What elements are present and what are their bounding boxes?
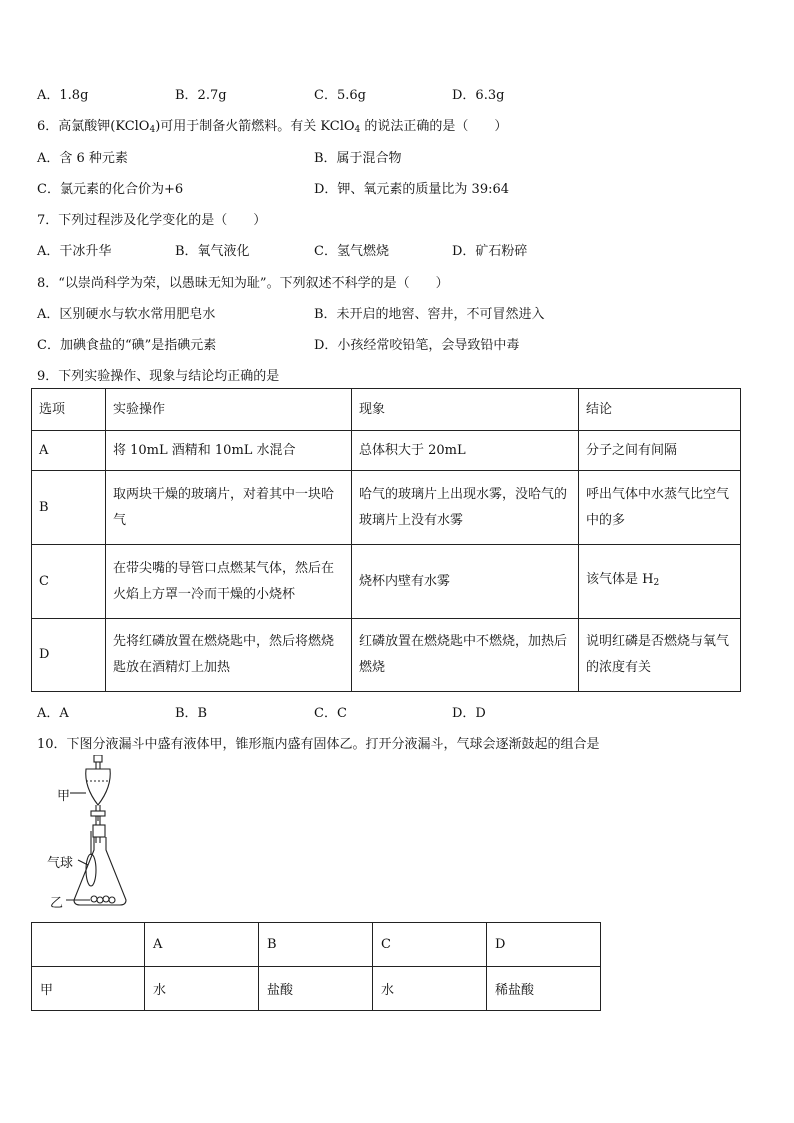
q8-option-c: C．加碘食盐的“碘”是指碘元素: [37, 338, 217, 353]
q9-cell: 烧杯内壁有水雾: [352, 545, 579, 619]
label-yi: 乙: [50, 896, 64, 911]
q9-row-d: [32, 619, 741, 692]
q9-cell: 取两块干燥的玻璃片，对着其中一块哈气: [106, 471, 352, 545]
q9-cell: 在带尖嘴的导管口点燃某气体，然后在火焰上方罩一冷而干燥的小烧杯: [106, 545, 352, 619]
q6-option-a: A．含 6 种元素: [37, 151, 128, 166]
q9-cell: 先将红磷放置在燃烧匙中，然后将燃烧匙放在酒精灯上加热: [106, 619, 352, 692]
q9-cell: B: [32, 471, 106, 545]
q10-table: [31, 922, 601, 1011]
q6-option-b: B．属于混合物: [314, 151, 402, 166]
q10-cell: 甲: [32, 967, 145, 1011]
label-balloon: 气球: [47, 856, 74, 871]
q9-row-c: [32, 545, 741, 619]
q9-cell: 说明红磷是否燃烧与氧气的浓度有关: [579, 619, 741, 692]
q5-option-b: B．2.7g: [175, 88, 227, 103]
separatory-funnel-flask-diagram: [44, 755, 144, 910]
q9-header-row: [32, 389, 741, 431]
q9-cell: D: [32, 619, 106, 692]
q9-cell: A: [32, 431, 106, 471]
label-jia: 甲: [57, 789, 71, 804]
q9-option-d: D．D: [452, 706, 486, 721]
q10-stem: 10．下图分液漏斗中盛有液体甲，锥形瓶内盛有固体乙。打开分液漏斗，气球会逐渐鼓起的组合是: [37, 737, 600, 752]
q9-header-cell: 现象: [352, 389, 579, 431]
q6-option-c: C．氯元素的化合价为+6: [37, 182, 184, 197]
q7-option-b: B．氧气液化: [175, 244, 250, 259]
q9-cell: 将 10mL 酒精和 10mL 水混合: [106, 431, 352, 471]
q8-option-a: A．区别硬水与软水常用肥皂水: [37, 307, 216, 322]
q7-stem: 7．下列过程涉及化学变化的是（ ）: [37, 213, 267, 228]
q9-header-cell: 选项: [32, 389, 106, 431]
q10-header-cell: A: [145, 923, 259, 967]
q5-option-c: C．5.6g: [314, 88, 366, 103]
q10-row-jia: [32, 967, 601, 1011]
q8-option-b: B．未开启的地窖、窖井，不可冒然进入: [314, 307, 545, 322]
q9-cell: 呼出气体中水蒸气比空气中的多: [579, 471, 741, 545]
q9-option-c: C．C: [314, 706, 347, 721]
q10-header-cell: [32, 923, 145, 967]
q7-option-c: C．氢气燃烧: [314, 244, 389, 259]
q9-table: [31, 388, 741, 692]
q9-header-cell: 实验操作: [106, 389, 352, 431]
q9-header-cell: 结论: [579, 389, 741, 431]
q8-option-d: D．小孩经常咬铅笔，会导致铅中毒: [314, 338, 520, 353]
q9-row-a: [32, 431, 741, 471]
q10-cell: 水: [373, 967, 487, 1011]
q7-option-a: A．干冰升华: [37, 244, 112, 259]
q10-cell: 水: [145, 967, 259, 1011]
q10-cell: 盐酸: [259, 967, 373, 1011]
q9-cell: 分子之间有间隔: [579, 431, 741, 471]
q9-stem: 9．下列实验操作、现象与结论均正确的是: [37, 369, 280, 384]
q10-header-row: [32, 923, 601, 967]
q9-cell: 红磷放置在燃烧匙中不燃烧，加热后燃烧: [352, 619, 579, 692]
q7-option-d: D．矿石粉碎: [452, 244, 528, 259]
q5-option-a: A．1.8g: [37, 88, 89, 103]
q9-cell: 总体积大于 20mL: [352, 431, 579, 471]
q8-stem: 8．“以崇尚科学为荣，以愚昧无知为耻”。下列叙述不科学的是（ ）: [37, 276, 449, 291]
q10-header-cell: D: [487, 923, 601, 967]
q10-cell: 稀盐酸: [487, 967, 601, 1011]
q6-option-d: D．钾、氧元素的质量比为 39:64: [314, 182, 510, 197]
q9-cell: 该气体是 $H_2$: [579, 545, 741, 619]
q9-option-a: A．A: [37, 706, 69, 721]
q9-row-b: [32, 471, 741, 545]
q10-header-cell: B: [259, 923, 373, 967]
q9-option-b: B．B: [175, 706, 208, 721]
q5-option-d: D．6.3g: [452, 88, 505, 103]
q9-cell: C: [32, 545, 106, 619]
q9-cell: 哈气的玻璃片上出现水雾，没哈气的玻璃片上没有水雾: [352, 471, 579, 545]
q6-stem: 6．高氯酸钾(KClO$_4$)可用于制备火箭燃料。有关 KClO$_4$ 的说法正确的是（ ）: [37, 119, 508, 135]
q10-header-cell: C: [373, 923, 487, 967]
